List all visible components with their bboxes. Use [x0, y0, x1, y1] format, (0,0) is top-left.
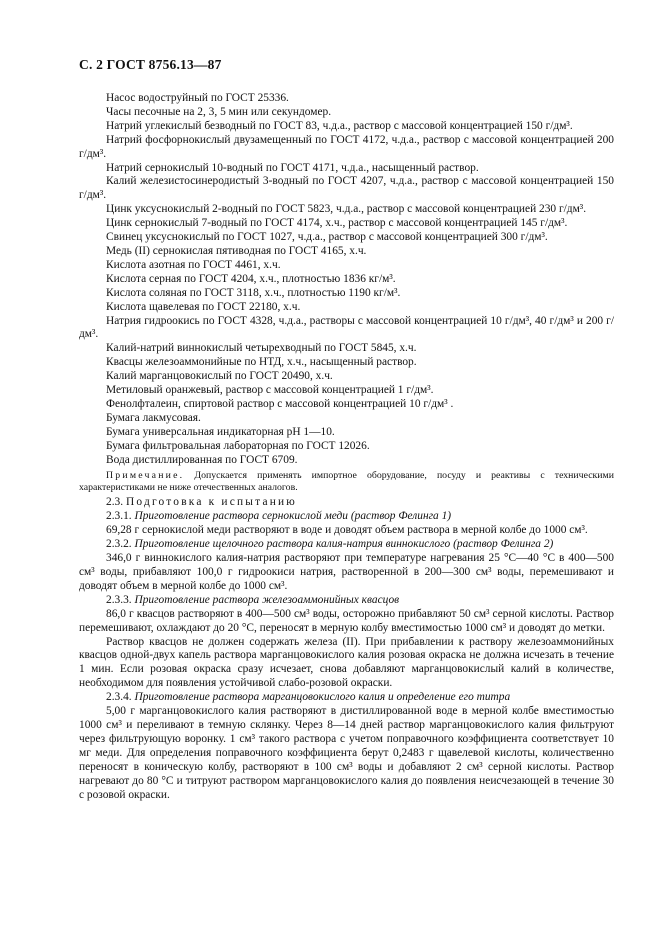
note-label: Примечание. — [106, 470, 185, 482]
equipment-item: Калий-натрий виннокислый четырехводный по ГОСТ 5845, х.ч. — [106, 342, 417, 355]
equipment-item: Кислота серная по ГОСТ 4204, х.ч., плотностью 1836 кг/м³. — [106, 272, 396, 285]
equipment-item: Вода дистиллированная по ГОСТ 6709. — [106, 453, 298, 466]
subsection-title: Приготовление раствора марганцовокислого калия и определение его титра — [134, 691, 511, 704]
equipment-item: Фенолфталеин, спиртовой раствор с массовой концентрацией 10 г/дм³ . — [106, 397, 454, 410]
equipment-item: Кислота щавелевая по ГОСТ 22180, х.ч. — [106, 300, 301, 313]
page-header: С. 2 ГОСТ 8756.13—87 — [79, 57, 222, 72]
subsection-number: 2.3.1. — [106, 510, 132, 523]
equipment-item: Метиловый оранжевый, раствор с массовой концентрацией 1 г/дм³. — [106, 384, 434, 397]
subsection-title: Приготовление раствора железоаммонийных квасцов — [134, 593, 400, 606]
subsection-number: 2.3.2. — [106, 538, 132, 551]
subsection-heading — [79, 510, 614, 524]
equipment-item: Цинк сернокислый 7-водный по ГОСТ 4174, х.ч., раствор с массовой концентрацией 145 г/дм³. — [106, 217, 568, 230]
document-body — [79, 92, 614, 802]
paragraph: 69,28 г сернокислой меди растворяют в воде и доводят объем раствора в мерной колбе до 1000 см³. — [106, 524, 588, 537]
equipment-item: Натрий фосфорнокислый двузамещенный по ГОСТ 4172, ч.д.а., раствор с массовой концентрацией 200 г/дм³. — [79, 133, 614, 160]
equipment-item: Калий железистосинеродистый 3-водный по ГОСТ 4207, ч.д.а., раствор с массовой концентрацией 150 г/дм³. — [79, 175, 614, 202]
equipment-item: Свинец уксуснокислый по ГОСТ 1027, ч.д.а., раствор с массовой концентрацией 300 г/дм³. — [106, 231, 548, 244]
equipment-item: Бумага универсальная индикаторная pH 1—10. — [106, 425, 335, 438]
equipment-item: Медь (II) сернокислая пятиводная по ГОСТ 4165, х.ч. — [106, 244, 367, 257]
paragraph: 5,00 г марганцовокислого калия растворяют в дистиллированной воде в мерной колбе вместимостью 1000 см³ и переливают в темную склянку. Через 8—14 дней раствор марганцовокислого калия фильтруют через фильтрующую воронку. 1 см³ такого раствора с учетом поправочного коэффициента соответствует 10 мг меди. Для определения поправочного коэффициента берут 0,2483 г щавелевой кислоты, количественно переносят в коническую колбу, растворяют в 100 см³ воды и добавляют 2 см³ серной кислоты. Раствор нагревают до 80 °С и титруют раствором марганцовокислого калия до появления неисчезающей в течение 30 с розовой окраски. — [79, 705, 614, 801]
equipment-item: Кислота соляная по ГОСТ 3118, х.ч., плотностью 1190 кг/м³. — [106, 286, 401, 299]
subsection-heading — [79, 538, 614, 552]
equipment-item: Цинк уксуснокислый 2-водный по ГОСТ 5823, ч.д.а., раствор с массовой концентрацией 230 г/дм³. — [106, 203, 587, 216]
equipment-item: Часы песочные на 2, 3, 5 мин или секундомер. — [106, 105, 332, 118]
note-text: Допускается применять импортное оборудование, посуду и реактивы с техническими характеристиками не ниже отечественных аналогов. — [79, 470, 614, 494]
paragraph: Раствор квасцов не должен содержать железа (II). При прибавлении к раствору железоаммонийных квасцов одной-двух капель раствора марганцовокислого калия розовая окраска не должна исчезать в течение 1 мин. Если розовая окраска сразу исчезает, снова добавляют марганцовокислый калий в количестве, необходимом для появления устойчивой слабо-розовой окраски. — [79, 635, 614, 690]
paragraph: 346,0 г виннокислого калия-натрия растворяют при температуре нагревания 25 °С—40 °С в 400—500 см³ воды, прибавляют 100,0 г гидроокиси натрия, растворенной в 200—300 см³ воды, перемешивают и доводят объем в мерной колбе до 1000 см³. — [79, 552, 614, 592]
equipment-item: Калий марганцовокислый по ГОСТ 20490, х.ч. — [106, 370, 333, 383]
equipment-item: Натрий сернокислый 10-водный по ГОСТ 4171, ч.д.а., насыщенный раствор. — [106, 161, 479, 174]
equipment-item: Насос водоструйный по ГОСТ 25336. — [106, 92, 289, 104]
subsection-number: 2.3.3. — [106, 593, 132, 606]
equipment-item: Натрий углекислый безводный по ГОСТ 83, ч.д.а., раствор с массовой концентрацией 150 г/дм³. — [106, 119, 573, 132]
section-number: 2.3. — [106, 496, 124, 509]
equipment-item: Бумага лакмусовая. — [106, 411, 201, 424]
equipment-item: Кислота азотная по ГОСТ 4461, х.ч. — [106, 258, 281, 271]
equipment-item: Натрия гидроокись по ГОСТ 4328, ч.д.а., растворы с массовой концентрацией 10 г/дм³, 40 г/дм³ и 200 г/дм³. — [79, 314, 614, 341]
subsection-title: Приготовление щелочного раствора калия-натрия виннокислого (раствор Фелинга 2) — [134, 538, 554, 551]
subsection-title: Приготовление раствора сернокислой меди (раствор Фелинга 1) — [134, 510, 452, 523]
subsection-number: 2.3.4. — [106, 691, 132, 704]
equipment-item: Бумага фильтровальная лабораторная по ГОСТ 12026. — [106, 439, 370, 452]
section-heading — [79, 496, 614, 510]
subsection-heading — [79, 594, 614, 608]
subsection-heading — [79, 691, 614, 705]
section-title: Подготовка к испытанию — [125, 496, 297, 509]
paragraph: 86,0 г квасцов растворяют в 400—500 см³ воды, осторожно прибавляют 50 см³ серной кислоты. Раствор перемешивают, охлаждают до 20 °С, переносят в мерную колбу вместимостью 1000 см³ и доводят до метки. — [79, 607, 614, 634]
equipment-item: Квасцы железоаммонийные по НТД, х.ч., насыщенный раствор. — [106, 356, 417, 369]
note — [79, 470, 614, 494]
